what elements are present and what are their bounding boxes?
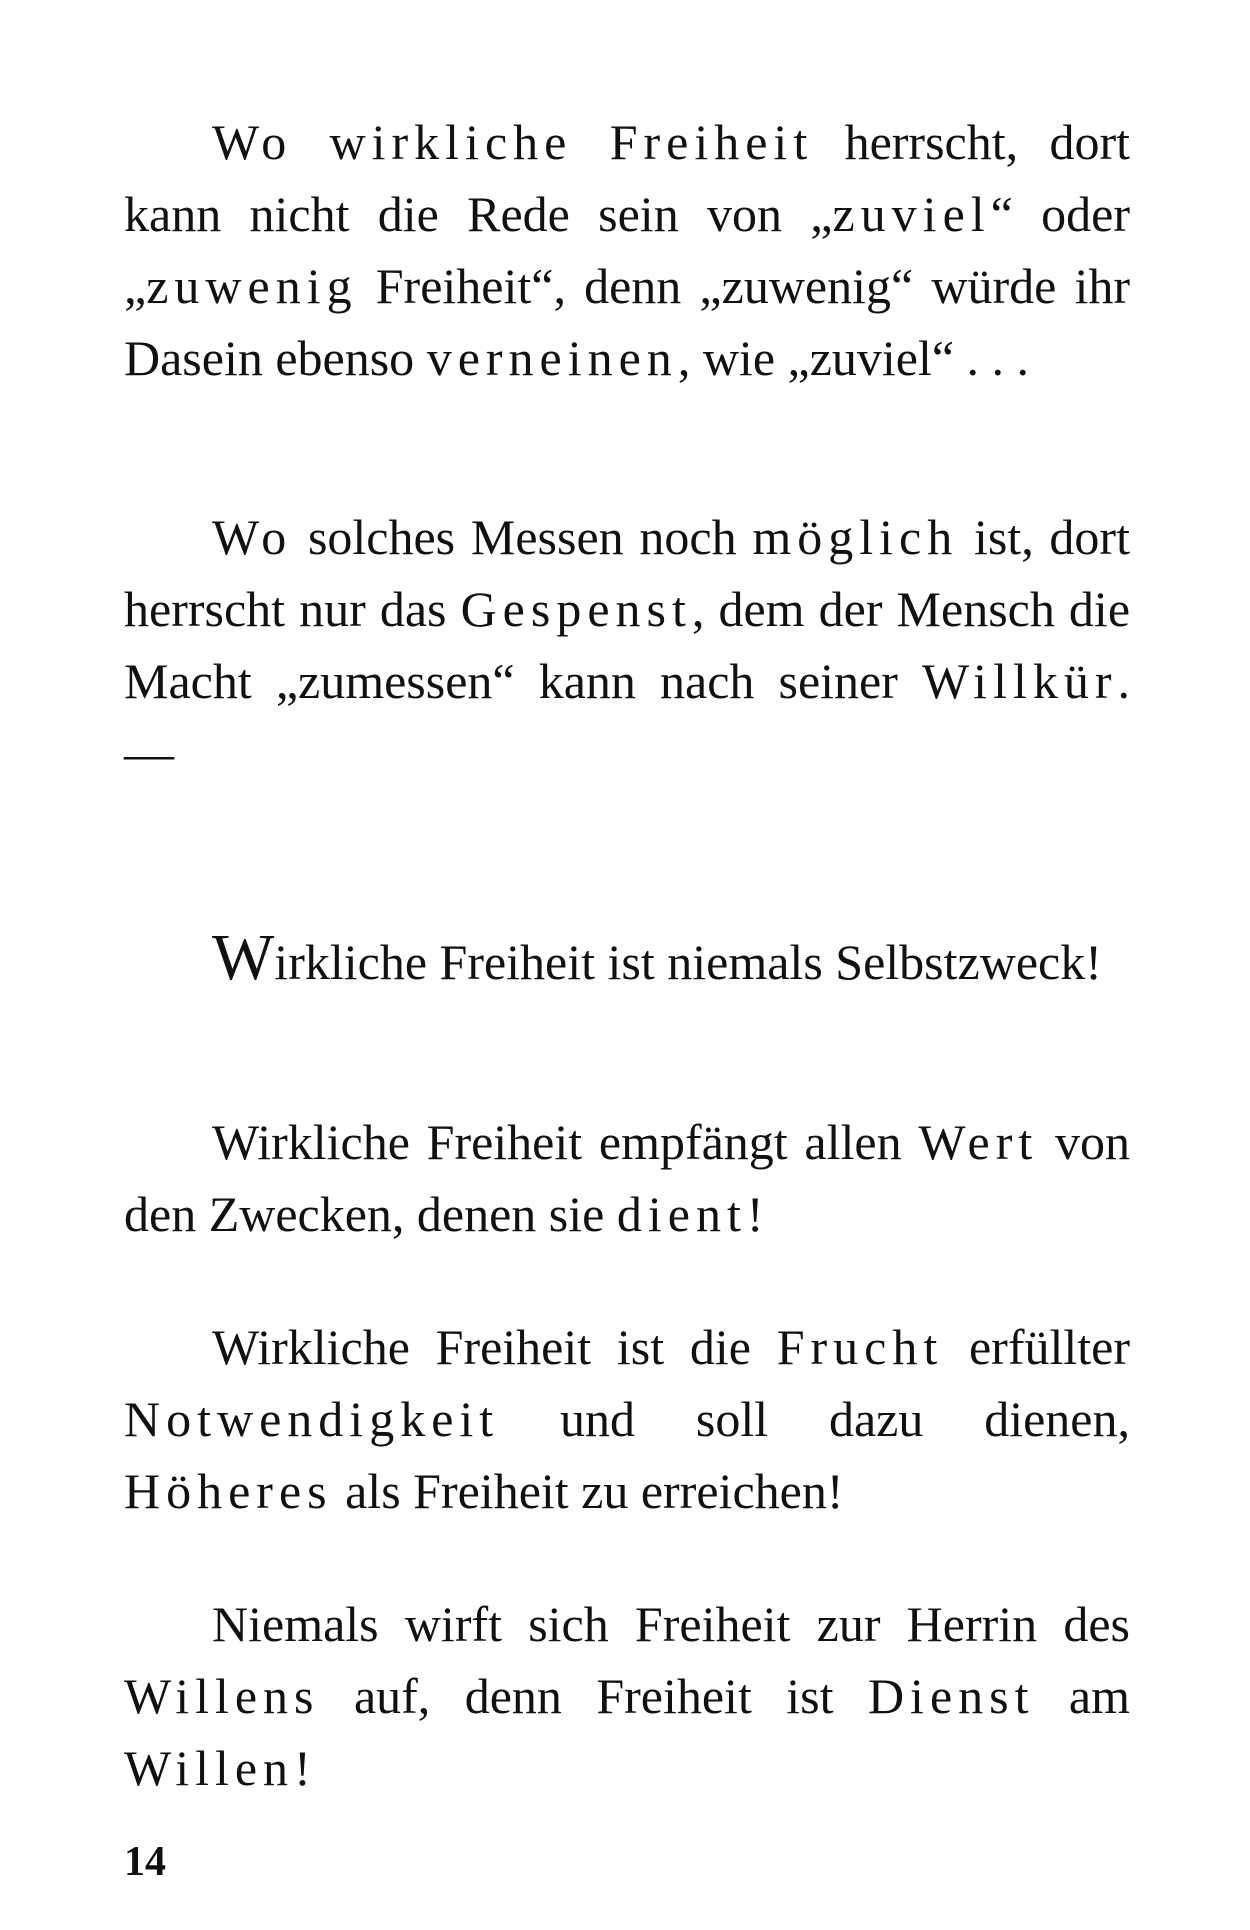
- paragraph-4: [124, 1106, 1130, 1250]
- text: Freiheit“, denn „zuwenig“ würde ihr Dasein ebenso: [124, 258, 1130, 386]
- text: und soll dazu dienen,: [499, 1391, 1130, 1447]
- text: als Freiheit zu erreichen!: [332, 1463, 844, 1519]
- spaced-text: Wo: [212, 509, 293, 565]
- paragraph-6: [124, 1588, 1130, 1804]
- text: Niemals wirft sich Freiheit zur Herrin des: [212, 1596, 1130, 1652]
- spaced-text: Notwendigkeit: [124, 1391, 500, 1447]
- paragraph-3: [124, 921, 1130, 998]
- text: !: [746, 1186, 764, 1242]
- spaced-text: Willkür: [921, 653, 1118, 709]
- text: Wirkliche Freiheit ist die: [212, 1319, 777, 1375]
- spaced-text: Gespenst: [460, 581, 692, 637]
- book-page: [124, 106, 1130, 1906]
- spaced-text: Willen: [124, 1740, 295, 1796]
- spaced-text: dient: [616, 1186, 747, 1242]
- text: herrscht, dort kann nicht die Rede sein von „: [124, 114, 1131, 242]
- text: von den Zwecken, denen sie: [124, 1114, 1131, 1242]
- text: erfüllter: [943, 1319, 1130, 1375]
- spaced-text: Dienst: [867, 1668, 1035, 1724]
- spaced-text: zuwenig: [146, 258, 358, 314]
- drop-capital: W: [212, 921, 275, 994]
- text: auf, denn Freiheit ist: [319, 1668, 868, 1724]
- text: solches Messen noch: [292, 509, 753, 565]
- text: am: [1034, 1668, 1130, 1724]
- spaced-text: möglich: [752, 509, 959, 565]
- spaced-text: Wert: [918, 1114, 1039, 1170]
- text: . —: [124, 653, 1130, 781]
- text: !: [294, 1740, 311, 1796]
- text: , dem der Mensch die Macht „zumessen“ kann nach seiner: [124, 581, 1131, 709]
- text: , wie „zuviel“ . . .: [677, 330, 1030, 386]
- page-number: 14: [124, 1839, 166, 1885]
- spaced-text: zuviel: [832, 186, 991, 242]
- paragraph-5: [124, 1311, 1130, 1527]
- spaced-text: Frucht: [776, 1319, 944, 1375]
- text: Wirkliche Freiheit empfängt allen: [212, 1114, 919, 1170]
- text: irkliche Freiheit ist niemals Selbstzweck!: [274, 934, 1102, 990]
- spaced-text: Willens: [124, 1668, 320, 1724]
- spaced-text: Wo wirkliche Freiheit: [212, 114, 814, 170]
- spaced-text: verneinen: [426, 330, 678, 386]
- spaced-text: Höheres: [124, 1463, 333, 1519]
- paragraph-2: [124, 501, 1130, 789]
- text: ist, dort herrscht nur das: [124, 509, 1130, 637]
- text: “ oder „: [124, 186, 1130, 314]
- paragraph-1: [124, 106, 1130, 394]
